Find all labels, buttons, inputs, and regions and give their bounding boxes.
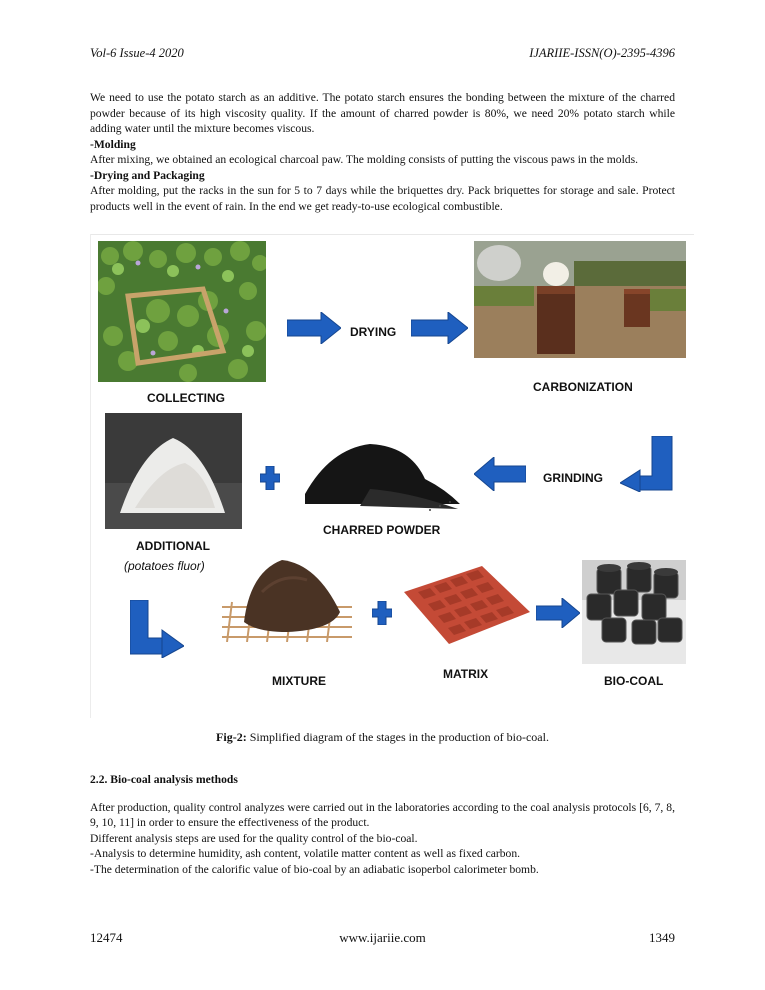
carbonization-photo [474, 241, 686, 358]
heading-molding: -Molding [90, 137, 136, 151]
paragraph-molding: After mixing, we obtained an ecological charcoal paw. The molding consists of putting the viscous paws in the molds. [90, 153, 639, 166]
intro-text [90, 90, 675, 214]
paragraph-analysis-humidity: -Analysis to determine humidity, ash content, volatile matter content as well as fixed carbon. [90, 847, 521, 860]
label-potatoes-flour: (potatoes fluor) [124, 559, 205, 573]
plus-icon [372, 601, 392, 625]
arrow-right-icon [287, 312, 341, 344]
arrow-right-icon [536, 598, 580, 628]
section-analysis-methods [90, 772, 675, 877]
paragraph-additive: We need to use the potato starch as an additive. The potato starch ensures the bonding between the mixture of the charred powder because of its high viscosity quality. If the amount of charred powder is 80%, we need 20% potato starch while adding water until the mixture becomes viscous. [90, 91, 675, 135]
charred-powder-photo [300, 434, 462, 516]
matrix-mold-photo [404, 564, 530, 644]
figure-caption [0, 730, 765, 745]
arrow-left-icon [474, 457, 526, 491]
section-title: 2.2. Bio-coal analysis methods [90, 773, 238, 786]
footer-paper-id: 12474 [90, 930, 123, 945]
biocoal-photo [582, 560, 686, 664]
label-mixture: MIXTURE [272, 674, 326, 688]
collecting-photo [98, 241, 266, 382]
label-carbonization: CARBONIZATION [533, 380, 633, 394]
bent-arrow-left-icon [620, 436, 674, 492]
label-grinding: GRINDING [543, 471, 603, 485]
label-charred-powder: CHARRED POWDER [323, 523, 441, 537]
label-drying: DRYING [350, 325, 397, 339]
paragraph-drying: After molding, put the racks in the sun for 5 to 7 days while the briquettes dry. Pack briquettes for storage and sale. Protect products well in the event of rain. In the end we get ready-to-use ecological combustible. [90, 184, 675, 213]
journal-issn: IJARIIE-ISSN(O)-2395-4396 [529, 46, 675, 60]
potato-starch-photo [105, 413, 242, 529]
mixture-photo [222, 552, 352, 642]
biocoal-process-diagram [90, 234, 694, 718]
label-additional: ADDITIONAL [136, 539, 210, 553]
arrow-right-icon [411, 312, 468, 344]
label-matrix: MATRIX [443, 667, 489, 681]
paragraph-analysis-steps: Different analysis steps are used for the quality control of the bio-coal. [90, 831, 418, 845]
plus-icon [260, 466, 280, 490]
caption-text: Simplified diagram of the stages in the production of bio-coal. [246, 730, 549, 744]
footer-page-number: 1349 [649, 930, 675, 945]
footer-website: www.ijariie.com [339, 930, 426, 945]
paragraph-analysis-intro: After production, quality control analyzes were carried out in the laboratories according to the coal analysis protocols [6, 7, 8, 9, 10, 11] in order to ensure the effectiveness of the product. [90, 800, 675, 829]
bent-arrow-right-icon [130, 600, 184, 658]
paragraph-analysis-calorific: -The determination of the calorific value of bio-coal by an adiabatic isoperbol calorimeter bomb. [90, 862, 539, 876]
label-biocoal: BIO-COAL [604, 674, 664, 688]
heading-drying-packaging: -Drying and Packaging [90, 168, 205, 182]
label-collecting: COLLECTING [147, 391, 225, 405]
journal-volume: Vol-6 Issue-4 2020 [90, 46, 184, 60]
caption-label: Fig-2: [216, 730, 247, 744]
